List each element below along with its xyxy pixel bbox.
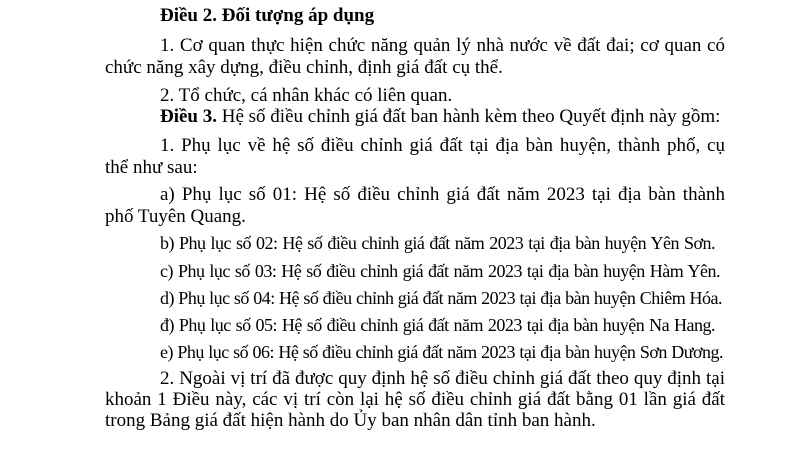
appendix-e: e) Phụ lục số 06: Hệ số điều chỉnh giá đất năm 2023 tại địa bàn huyện Sơn Dương. — [160, 342, 723, 362]
article-3-item-2-line-3: trong Bảng giá đất hiện hành do Ủy ban nhân dân tỉnh ban hành. — [105, 410, 596, 431]
article-3-intro-line — [160, 106, 720, 128]
article-3-label: Điều 3. — [160, 106, 217, 127]
article-2-heading: Điều 2. Đối tượng áp dụng — [160, 5, 375, 26]
appendix-c: c) Phụ lục số 03: Hệ số điều chỉnh giá đất năm 2023 tại địa bàn huyện Hàm Yên. — [160, 261, 720, 281]
appendix-a-line-2: phố Tuyên Quang. — [105, 206, 246, 227]
article-2-item-2: 2. Tổ chức, cá nhân khác có liên quan. — [160, 85, 453, 106]
article-3-item-1-line-1: 1. Phụ lục về hệ số điều chỉnh giá đất tại địa bàn huyện, thành phố, cụ — [160, 135, 725, 156]
appendix-dd: đ) Phụ lục số 05: Hệ số điều chỉnh giá đất năm 2023 tại địa bàn huyện Na Hang. — [160, 315, 715, 335]
article-3-item-2-line-1: 2. Ngoài vị trí đã được quy định hệ số điều chỉnh giá đất theo quy định tại — [160, 368, 725, 389]
appendix-d: d) Phụ lục số 04: Hệ số điều chỉnh giá đất năm 2023 tại địa bàn huyện Chiêm Hóa. — [160, 288, 722, 308]
article-3-item-1-line-2: thể như sau: — [105, 157, 198, 178]
appendix-a-line-1: a) Phụ lục số 01: Hệ số điều chỉnh giá đất năm 2023 tại địa bàn thành — [160, 184, 725, 205]
article-2-item-1-line-2: chức năng xây dựng, điều chỉnh, định giá đất cụ thể. — [105, 57, 503, 78]
article-3-item-2-line-2: khoản 1 Điều này, các vị trí còn lại hệ số điều chỉnh giá đất bằng 01 lần giá đất — [105, 389, 725, 410]
article-3-intro: Hệ số điều chỉnh giá đất ban hành kèm theo Quyết định này gồm: — [217, 106, 721, 127]
article-2-item-1-line-1: 1. Cơ quan thực hiện chức năng quản lý nhà nước về đất đai; cơ quan có — [160, 35, 725, 56]
appendix-b: b) Phụ lục số 02: Hệ số điều chỉnh giá đất năm 2023 tại địa bàn huyện Yên Sơn. — [160, 233, 715, 253]
